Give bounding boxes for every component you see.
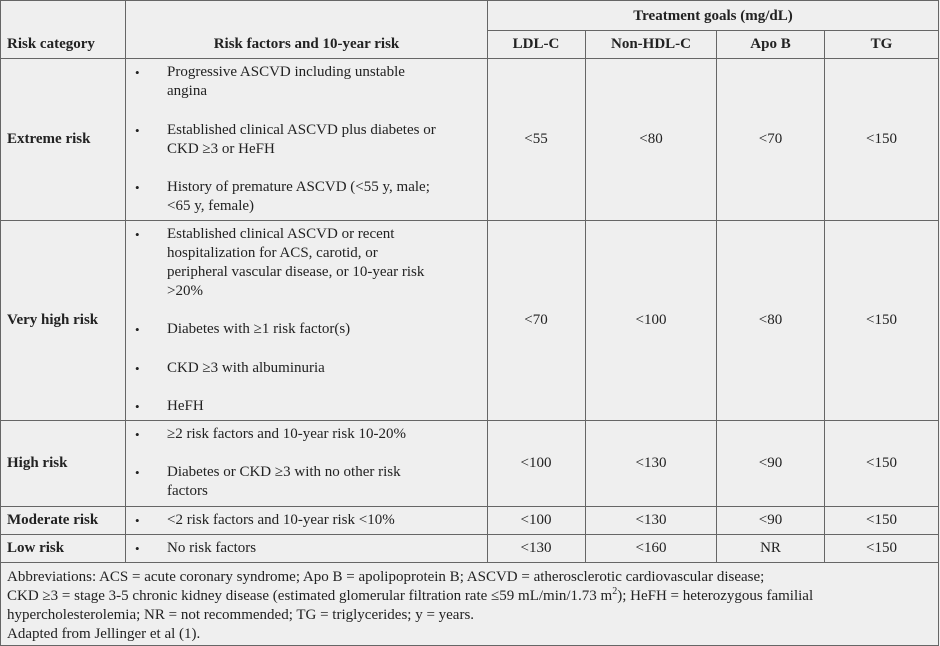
footnote-ckd-text: CKD ≥3 = stage 3-5 chronic kidney disease (estimated glomerular filtration rate ≤59 mL/min/1.73 m — [7, 588, 613, 604]
rule-header-bottom — [0, 58, 939, 59]
apob-goal: <80 — [758, 312, 783, 328]
bullet-marker: • — [135, 123, 140, 138]
factor-text: Established clinical ASCVD plus diabetes or — [167, 122, 436, 138]
bullet-marker: • — [135, 541, 140, 556]
ldl-goal: <100 — [520, 455, 552, 471]
tg-goal: <150 — [866, 540, 897, 556]
tg-goal: <150 — [866, 455, 897, 471]
bullet-marker: • — [135, 180, 140, 195]
apob-header: Apo B — [750, 36, 791, 52]
factor-text: hospitalization for ACS, carotid, or — [167, 245, 378, 261]
tg-goal: <150 — [866, 512, 897, 528]
factor-text: HeFH — [167, 398, 204, 414]
bullet-marker: • — [135, 513, 140, 528]
tg-goal: <150 — [866, 131, 897, 147]
rule-top — [0, 0, 939, 1]
bullet-marker: • — [135, 427, 140, 442]
apob-goal: <70 — [758, 131, 783, 147]
footnote-hefh-text: ); HeFH = heterozygous familial — [617, 588, 814, 604]
ldl-goal: <130 — [520, 540, 552, 556]
rule-group-header — [487, 30, 939, 31]
nonhdl-goal: <160 — [635, 540, 667, 556]
ldl-goal: <100 — [520, 512, 552, 528]
rule-row-1 — [0, 220, 939, 221]
bullet-marker: • — [135, 322, 140, 337]
factor-text: <65 y, female) — [167, 198, 255, 214]
nonhdl-goal: <130 — [635, 455, 667, 471]
ldl-goal: <70 — [524, 312, 548, 328]
factor-text: CKD ≥3 or HeFH — [167, 141, 275, 157]
rule-col-ldl — [585, 30, 586, 562]
rule-table-bottom — [0, 562, 939, 563]
rule-right — [938, 0, 939, 646]
bullet-marker: • — [135, 465, 140, 480]
factor-text: ≥2 risk factors and 10-year risk 10-20% — [167, 426, 406, 442]
nonhdl-goal: <130 — [635, 512, 667, 528]
factor-text: CKD ≥3 with albuminuria — [167, 360, 325, 376]
rule-col-apob — [824, 30, 825, 562]
bullet-marker: • — [135, 361, 140, 376]
rule-row-4 — [0, 534, 939, 535]
ldl-goal: <55 — [524, 131, 548, 147]
risk-category-header: Risk category — [7, 36, 95, 52]
risk-factors-header: Risk factors and 10-year risk — [213, 36, 400, 52]
rule-col-category — [125, 0, 126, 562]
footnote-abbreviations: Abbreviations: ACS = acute coronary syndrome; Apo B = apolipoprotein B; ASCVD = atherosclerotic cardiovascular disease; — [7, 569, 765, 585]
rule-col-nonhdl — [716, 30, 717, 562]
category-low-risk: Low risk — [7, 540, 65, 556]
apob-goal: NR — [760, 540, 781, 556]
rule-row-3 — [0, 506, 939, 507]
category-extreme-risk: Extreme risk — [7, 131, 91, 147]
tg-goal: <150 — [866, 312, 897, 328]
nonhdl-goal: <100 — [635, 312, 667, 328]
factor-text: History of premature ASCVD (<55 y, male; — [167, 179, 430, 195]
table-footnote — [7, 568, 937, 644]
factor-text: Diabetes with ≥1 risk factor(s) — [167, 321, 351, 337]
rule-row-2 — [0, 420, 939, 421]
category-moderate-risk: Moderate risk — [7, 512, 99, 528]
category-high-risk: High risk — [7, 455, 68, 471]
rule-col-factors — [487, 0, 488, 562]
category-very-high-risk: Very high risk — [7, 312, 99, 328]
apob-goal: <90 — [758, 455, 783, 471]
footnote-abbreviations-cont: hypercholesterolemia; NR = not recommended; TG = triglycerides; y = years. — [7, 607, 475, 623]
footnote-superscript: 2 — [612, 586, 618, 597]
nonhdl-header: Non-HDL-C — [610, 36, 691, 52]
nonhdl-goal: <80 — [639, 131, 663, 147]
apob-goal: <90 — [758, 512, 783, 528]
bullet-marker: • — [135, 227, 140, 242]
factor-text: No risk factors — [167, 540, 257, 556]
bullet-marker: • — [135, 65, 140, 80]
bullet-marker: • — [135, 399, 140, 414]
treatment-goals-header: Treatment goals (mg/dL) — [633, 8, 793, 24]
tg-header: TG — [870, 36, 893, 52]
ldl-header: LDL-C — [512, 36, 560, 52]
factor-text: Established clinical ASCVD or recent — [167, 226, 395, 242]
factor-text: factors — [167, 483, 208, 499]
footnote-source: Adapted from Jellinger et al (1). — [7, 626, 201, 642]
rule-left — [0, 0, 1, 646]
factor-text: Progressive ASCVD including unstable — [167, 64, 405, 80]
footnote-ckd-definition — [7, 587, 937, 606]
factor-text: angina — [167, 83, 207, 99]
factor-text: Diabetes or CKD ≥3 with no other risk — [167, 464, 401, 480]
factor-text: peripheral vascular disease, or 10-year risk — [167, 264, 425, 280]
factor-text: >20% — [167, 283, 203, 299]
factor-text: <2 risk factors and 10-year risk <10% — [167, 512, 395, 528]
